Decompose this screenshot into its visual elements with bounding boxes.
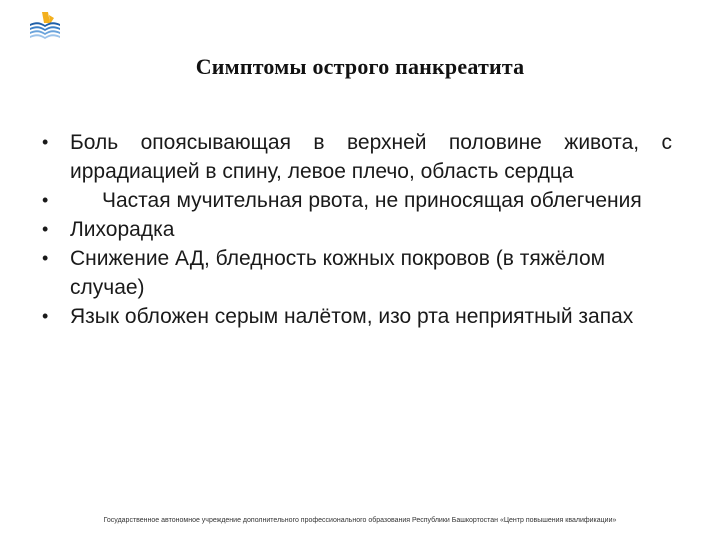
list-item <box>40 186 672 215</box>
list-item <box>40 215 672 244</box>
bullet-icon: • <box>42 306 49 326</box>
list-item-text: Лихорадка <box>70 218 175 241</box>
list-item-text: Частая мучительная рвота, не приносящая облегчения <box>102 189 642 212</box>
footer-institution: Государственное автономное учреждение дополнительного профессионального образования Республики Башкортостан «Центр повышения квалификации» <box>103 517 617 524</box>
list-item <box>40 128 672 186</box>
list-item <box>40 244 672 302</box>
list-item <box>40 302 672 331</box>
bullet-icon: • <box>42 219 49 239</box>
list-item-text: Боль опоясывающая в верхней половине живота, с иррадиацией в спину, левое плечо, область сердца <box>70 131 672 183</box>
list-item-text: Снижение АД, бледность кожных покровов (в тяжёлом случае) <box>70 247 606 299</box>
book-logo-icon <box>28 10 62 40</box>
slide-title: Симптомы острого панкреатита <box>195 54 525 79</box>
symptom-list <box>40 128 672 331</box>
bullet-icon: • <box>42 248 49 268</box>
list-item-text: Язык обложен серым налётом, изо рта неприятный запах <box>70 305 634 328</box>
bullet-icon: • <box>42 190 49 210</box>
bullet-icon: • <box>42 132 49 152</box>
